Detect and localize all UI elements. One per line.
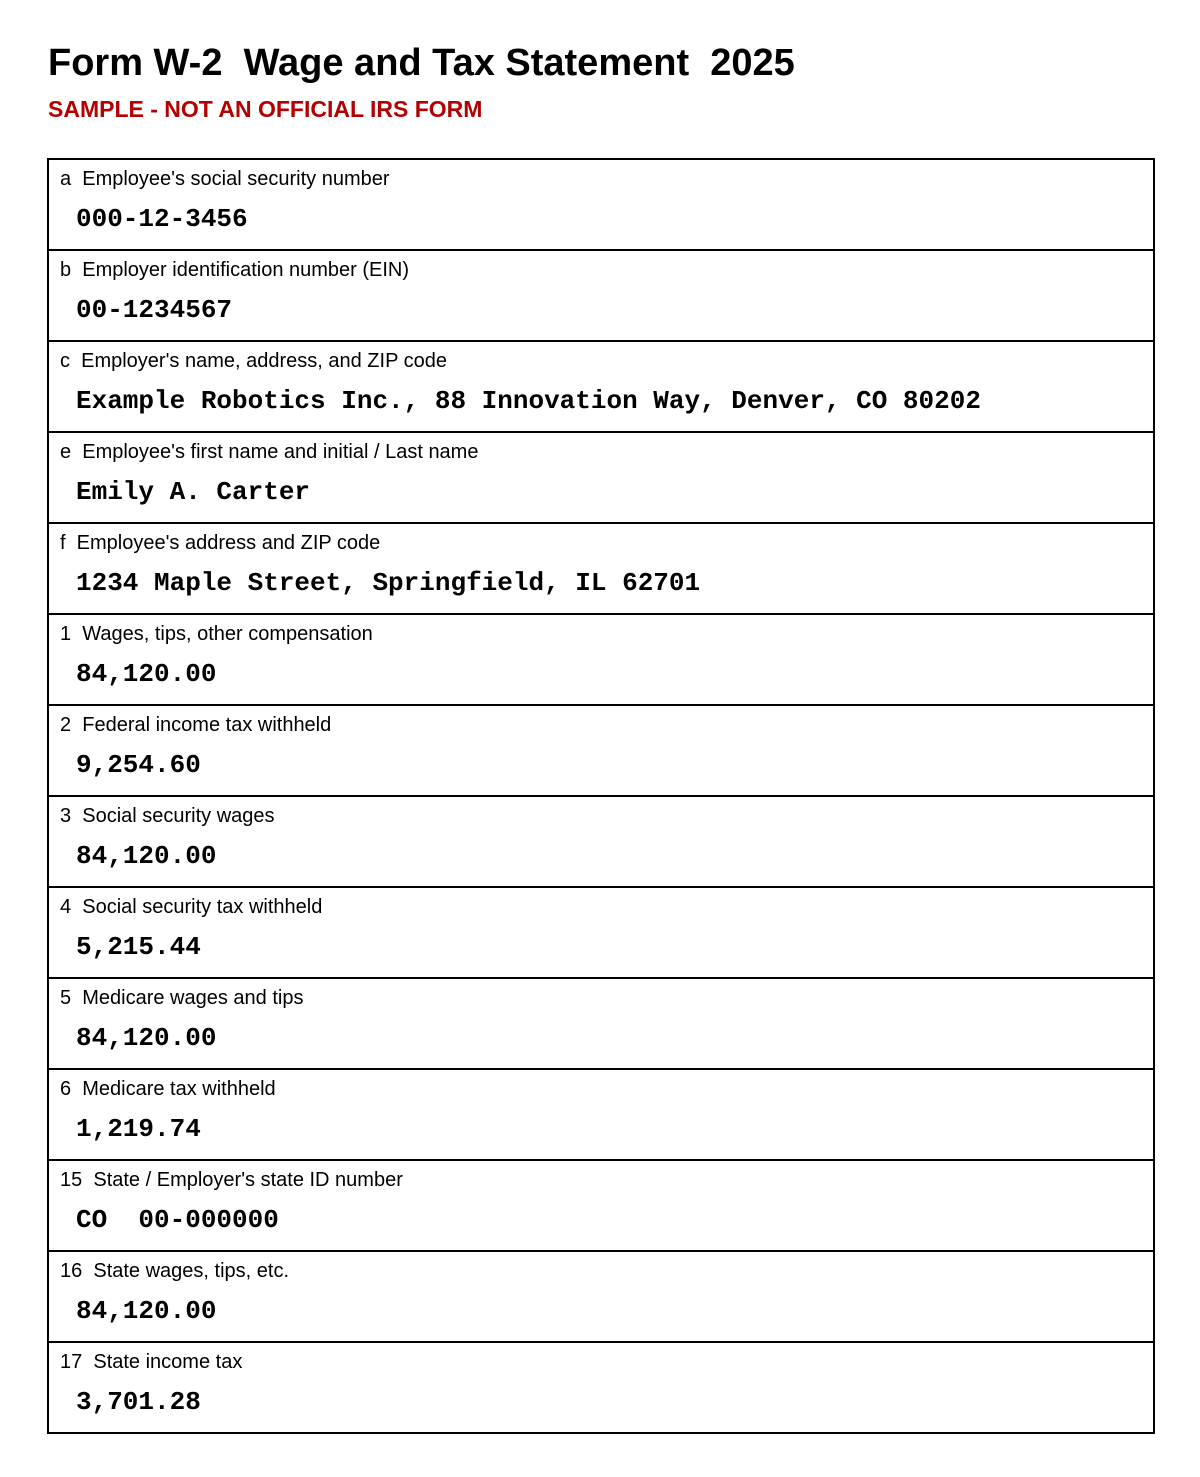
- box-4-social-security-tax: [49, 888, 1153, 979]
- box-value: 1234 Maple Street, Springfield, IL 62701: [76, 568, 701, 598]
- box-value: 84,120.00: [76, 841, 217, 871]
- box-1-wages: [49, 615, 1153, 706]
- box-label: 16 State wages, tips, etc.: [60, 1260, 290, 1282]
- box-label: 17 State income tax: [60, 1351, 243, 1373]
- box-value: Example Robotics Inc., 88 Innovation Way, Denver, CO 80202: [76, 386, 981, 416]
- box-17-state-income-tax: [49, 1343, 1153, 1434]
- box-2-federal-tax-withheld: [49, 706, 1153, 797]
- box-label: f Employee's address and ZIP code: [60, 532, 381, 554]
- box-value: 3,701.28: [76, 1387, 201, 1417]
- box-f-employee-address: [49, 524, 1153, 615]
- box-label: 5 Medicare wages and tips: [60, 987, 304, 1009]
- box-value: Emily A. Carter: [76, 477, 311, 507]
- box-c-employer-name-address: [49, 342, 1153, 433]
- form-subtitle: SAMPLE - NOT AN OFFICIAL IRS FORM: [48, 96, 483, 122]
- box-label: 15 State / Employer's state ID number: [60, 1169, 403, 1191]
- box-value: 00-1234567: [76, 295, 233, 325]
- box-label: 4 Social security tax withheld: [60, 896, 323, 918]
- box-6-medicare-tax: [49, 1070, 1153, 1161]
- box-label: a Employee's social security number: [60, 168, 390, 190]
- box-e-employee-name: [49, 433, 1153, 524]
- box-label: e Employee's first name and initial / Last name: [60, 441, 479, 463]
- box-value: 84,120.00: [76, 1023, 217, 1053]
- box-5-medicare-wages: [49, 979, 1153, 1070]
- box-3-social-security-wages: [49, 797, 1153, 888]
- form-title: Form W-2 Wage and Tax Statement 2025: [48, 42, 795, 84]
- box-16-state-wages: [49, 1252, 1153, 1343]
- box-value: 9,254.60: [76, 750, 201, 780]
- box-value: 5,215.44: [76, 932, 201, 962]
- box-value: CO 00-000000: [76, 1205, 279, 1235]
- box-label: 6 Medicare tax withheld: [60, 1078, 276, 1100]
- box-value: 000-12-3456: [76, 204, 248, 234]
- box-value: 1,219.74: [76, 1114, 201, 1144]
- box-label: 3 Social security wages: [60, 805, 275, 827]
- box-value: 84,120.00: [76, 1296, 217, 1326]
- box-label: 2 Federal income tax withheld: [60, 714, 332, 736]
- box-b-employer-ein: [49, 251, 1153, 342]
- box-label: c Employer's name, address, and ZIP code: [60, 350, 447, 372]
- box-value: 84,120.00: [76, 659, 217, 689]
- box-a-employee-ssn: [49, 160, 1153, 251]
- box-label: 1 Wages, tips, other compensation: [60, 623, 373, 645]
- box-15-state-employer-id: [49, 1161, 1153, 1252]
- box-label: b Employer identification number (EIN): [60, 259, 410, 281]
- form-grid: [47, 158, 1155, 1434]
